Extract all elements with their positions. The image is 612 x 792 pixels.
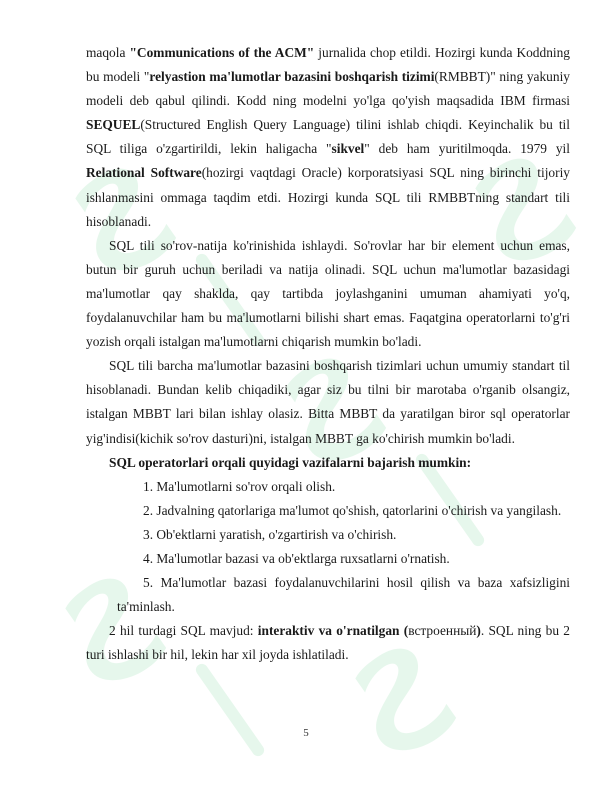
bold-text: sikvel — [331, 141, 365, 157]
text-run: 1. Ma'lumotlarni so'rov orqali olish. — [143, 478, 336, 494]
list-item — [86, 547, 570, 571]
text-run: 2. Jadvalning qatorlariga ma'lumot qo'shish, qatorlarini o'chirish va yangilash. — [143, 502, 562, 518]
text-run: jurnalida chop etildi. Hozirgi kunda Koddning bu modeli " — [86, 45, 571, 85]
bold-text: ) — [476, 623, 481, 639]
paragraph — [86, 234, 570, 354]
bold-text: Relational Software — [86, 165, 202, 181]
bold-text: relyastion ma'lumotlar bazasini boshqarish tizimi — [149, 69, 435, 85]
text-run: . SQL ning bu 2 turi ishlashi bir hil, lekin har xil joyda ishlatiladi. — [86, 623, 570, 663]
text-run: (hozirgi vaqtdagi Oracle) korporatsiyasi SQL ning birinchi tijoriy ishlanmasini ommaga taqdim etdi. Hozirgi kunda SQL tili RMBBTning standart tili hisoblanadi. — [86, 165, 570, 229]
list-item — [86, 499, 570, 523]
bold-text: SEQUEL — [86, 117, 141, 133]
paragraph — [86, 354, 570, 450]
text-run: 4. Ma'lumotlar bazasi va ob'ektlarga ruxsatlarni o'rnatish. — [143, 550, 450, 566]
list-item — [86, 475, 570, 499]
body-text — [86, 41, 570, 667]
text-run: (RMBBT)" ning yakuniy modeli deb qabul qilindi. Kodd ning modelni yo'lga qo'yish maqsadida IBM firmasi — [86, 69, 570, 109]
page-number: 5 — [303, 727, 309, 739]
text-run: SQL tili so'rov-natija ko'rinishida ishlaydi. So'rovlar har bir element uchun emas, butun bir guruh uchun beriladi va natija olinadi. SQL uchun ma'lumotlar bazasidagi ma'lumotlar qay shaklda, qay tartibda joylashganini umuman ahamiyati yo'q, foydalanuvchilar ham bu ma'lumotlarni bilishi shart emas. Faqatgina operatorlarni to'g'ri yozish orqali istalgan ma'lumotlarni chiqarish mumkin bo'ladi. — [86, 237, 570, 350]
text-run: 2 hil turdagi SQL mavjud: — [109, 623, 258, 639]
bold-text: "Communications of the ACM" — [129, 45, 315, 60]
text-run: maqola — [86, 45, 130, 60]
bold-text: SQL operatorlari orqali quyidagi vazifalarni bajarish mumkin: — [109, 454, 472, 470]
list-item — [86, 523, 570, 547]
text-run: " deb ham yuritilmoqda. 1979 yil — [364, 141, 570, 157]
paragraph — [86, 41, 570, 234]
text-run: встроенный — [408, 623, 477, 639]
section-heading — [86, 451, 570, 475]
text-run: 3. Ob'ektlarni yaratish, o'zgartirish va o'chirish. — [143, 526, 397, 542]
text-run: (Structured English Query Language) tilini ishlab chiqdi. Keyinchalik bu til SQL tiliga o'zgartirildi, lekin haligacha " — [86, 117, 570, 157]
paragraph — [86, 619, 570, 667]
text-run: 5. Ma'lumotlar bazasi foydalanuvchilarini hosil qilish va baza xafsizligini ta'minlash. — [117, 575, 570, 615]
list-item — [86, 571, 570, 619]
bold-text: interaktiv va o'rnatilgan ( — [257, 623, 409, 639]
text-run: SQL tili barcha ma'lumotlar bazasini boshqarish tizimlari uchun umumiy standart til hisoblanadi. Bundan kelib chiqadiki, agar siz bu tilni bir marotaba o'rganib olsangiz, istalgan MBBT lari bilan ishlay olasiz. Bitta MBBT da yaratilgan biror sql operatorlar yig'indisi(kichik so'rov dasturi)ni, istalgan MBBT ga ko'chirish mumkin bo'ladi. — [86, 358, 570, 446]
